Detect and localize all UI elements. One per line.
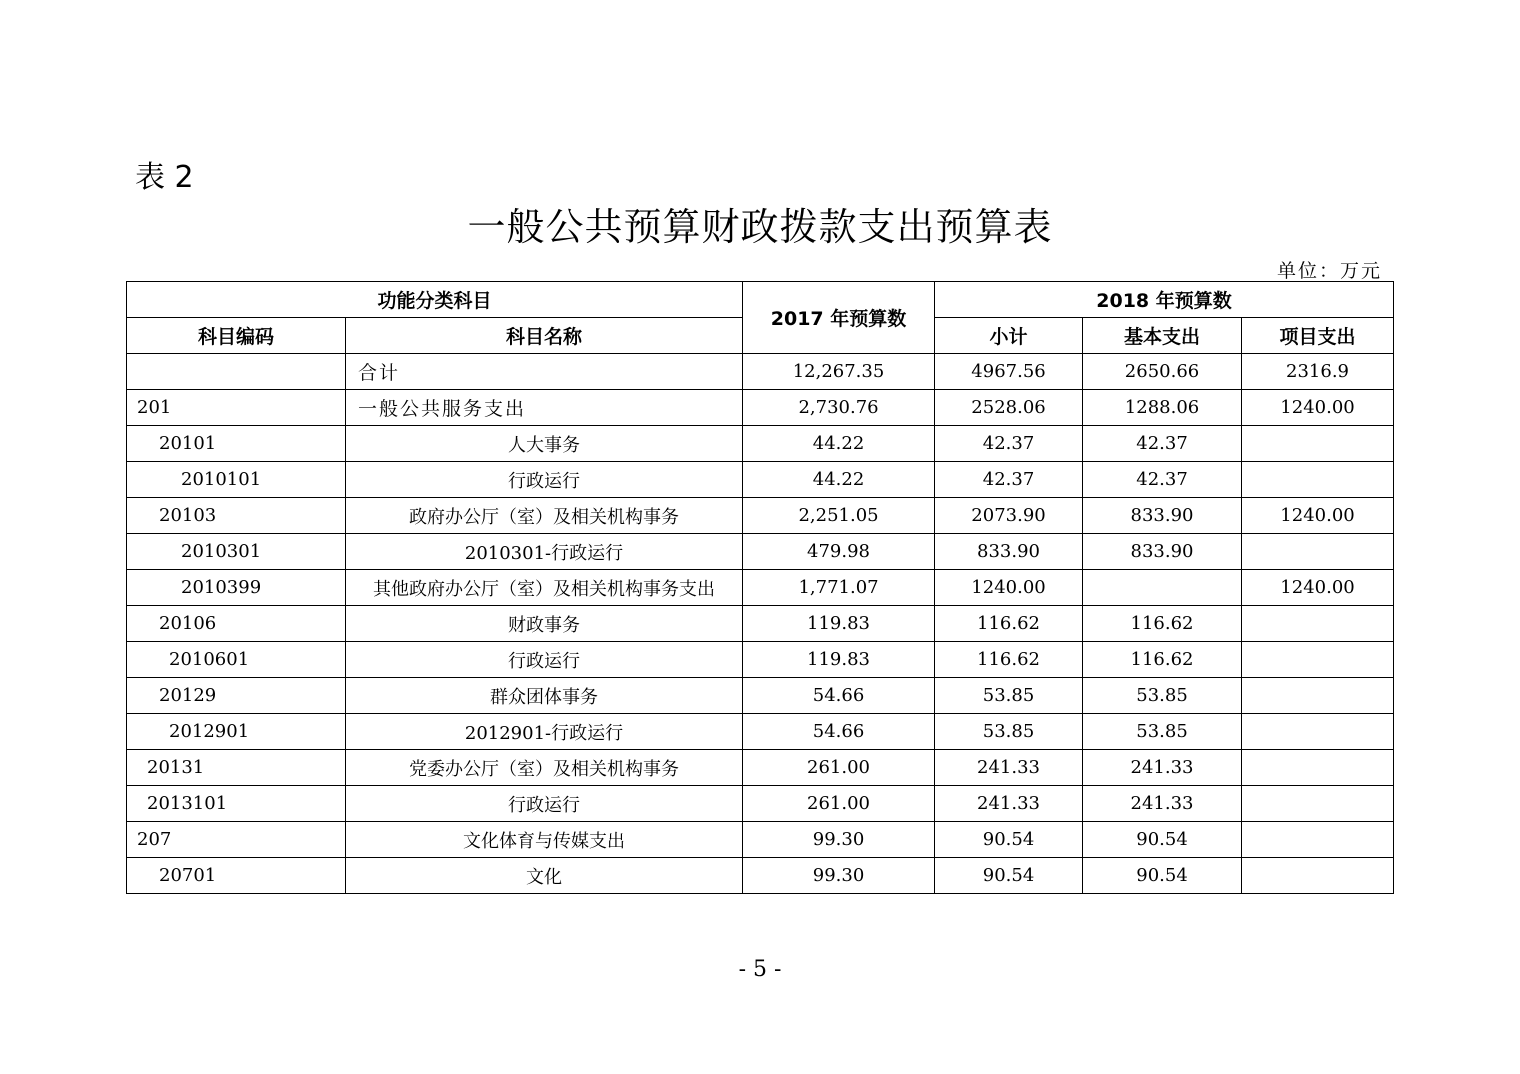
row-project: 2316.9	[1242, 354, 1394, 390]
row-code: 207	[127, 822, 346, 858]
row-budget-2017: 44.22	[743, 462, 935, 498]
row-project	[1242, 786, 1394, 822]
row-budget-2017: 261.00	[743, 750, 935, 786]
row-code: 201	[127, 390, 346, 426]
row-basic: 833.90	[1083, 534, 1242, 570]
row-code: 2012901	[127, 714, 346, 750]
row-subtotal: 2528.06	[935, 390, 1083, 426]
row-budget-2017: 99.30	[743, 858, 935, 894]
row-project: 1240.00	[1242, 498, 1394, 534]
table-row	[127, 354, 1394, 390]
row-subtotal: 116.62	[935, 642, 1083, 678]
row-name: 行政运行	[346, 642, 743, 678]
header-code: 科目编码	[127, 318, 346, 354]
row-name: 2010301-行政运行	[346, 534, 743, 570]
row-basic: 53.85	[1083, 678, 1242, 714]
row-basic: 241.33	[1083, 750, 1242, 786]
row-name: 合计	[346, 354, 743, 390]
row-code: 2010399	[127, 570, 346, 606]
header-subtotal: 小计	[935, 318, 1083, 354]
row-name: 政府办公厅（室）及相关机构事务	[346, 498, 743, 534]
row-code: 2010301	[127, 534, 346, 570]
row-code: 2010601	[127, 642, 346, 678]
header-budget-2018: 2018 年预算数	[935, 282, 1394, 318]
header-name: 科目名称	[346, 318, 743, 354]
row-budget-2017: 44.22	[743, 426, 935, 462]
row-subtotal: 42.37	[935, 426, 1083, 462]
row-subtotal: 53.85	[935, 714, 1083, 750]
row-project	[1242, 534, 1394, 570]
row-subtotal: 53.85	[935, 678, 1083, 714]
table-label: 表 2	[135, 160, 194, 195]
table-row	[127, 822, 1394, 858]
row-basic: 2650.66	[1083, 354, 1242, 390]
header-project: 项目支出	[1242, 318, 1394, 354]
row-name: 其他政府办公厅（室）及相关机构事务支出	[346, 570, 743, 606]
row-name: 行政运行	[346, 462, 743, 498]
row-basic	[1083, 570, 1242, 606]
row-budget-2017: 2,251.05	[743, 498, 935, 534]
row-project	[1242, 462, 1394, 498]
row-project	[1242, 714, 1394, 750]
row-basic: 53.85	[1083, 714, 1242, 750]
row-name: 文化	[346, 858, 743, 894]
header-functional-category: 功能分类科目	[127, 282, 743, 318]
row-code: 20701	[127, 858, 346, 894]
row-budget-2017: 1,771.07	[743, 570, 935, 606]
row-project: 1240.00	[1242, 570, 1394, 606]
row-budget-2017: 54.66	[743, 714, 935, 750]
row-project: 1240.00	[1242, 390, 1394, 426]
table-row	[127, 642, 1394, 678]
row-project	[1242, 750, 1394, 786]
row-budget-2017: 119.83	[743, 606, 935, 642]
row-project	[1242, 642, 1394, 678]
table-row	[127, 714, 1394, 750]
table-row	[127, 786, 1394, 822]
row-code: 20106	[127, 606, 346, 642]
row-basic: 42.37	[1083, 426, 1242, 462]
table-row	[127, 750, 1394, 786]
row-subtotal: 42.37	[935, 462, 1083, 498]
row-subtotal: 241.33	[935, 750, 1083, 786]
row-name: 行政运行	[346, 786, 743, 822]
row-code: 20101	[127, 426, 346, 462]
row-code: 2013101	[127, 786, 346, 822]
row-code: 20103	[127, 498, 346, 534]
row-code	[127, 354, 346, 390]
row-project	[1242, 426, 1394, 462]
row-name: 财政事务	[346, 606, 743, 642]
row-budget-2017: 119.83	[743, 642, 935, 678]
table-row	[127, 606, 1394, 642]
budget-table	[126, 281, 1394, 894]
table-row	[127, 498, 1394, 534]
header-basic: 基本支出	[1083, 318, 1242, 354]
row-basic: 1288.06	[1083, 390, 1242, 426]
row-name: 党委办公厅（室）及相关机构事务	[346, 750, 743, 786]
table-row	[127, 534, 1394, 570]
row-code: 20131	[127, 750, 346, 786]
row-subtotal: 116.62	[935, 606, 1083, 642]
row-subtotal: 90.54	[935, 822, 1083, 858]
row-name: 2012901-行政运行	[346, 714, 743, 750]
row-subtotal: 241.33	[935, 786, 1083, 822]
unit-label: 单位：万元	[1276, 260, 1382, 282]
row-subtotal: 2073.90	[935, 498, 1083, 534]
row-project	[1242, 606, 1394, 642]
row-basic: 42.37	[1083, 462, 1242, 498]
header-row-1	[127, 282, 1394, 318]
row-basic: 90.54	[1083, 822, 1242, 858]
row-name: 人大事务	[346, 426, 743, 462]
row-project	[1242, 858, 1394, 894]
page-title: 一般公共预算财政拨款支出预算表	[467, 205, 1053, 249]
row-budget-2017: 2,730.76	[743, 390, 935, 426]
page-number: - 5 -	[738, 957, 782, 982]
row-basic: 241.33	[1083, 786, 1242, 822]
row-name: 群众团体事务	[346, 678, 743, 714]
row-basic: 833.90	[1083, 498, 1242, 534]
row-subtotal: 4967.56	[935, 354, 1083, 390]
table-row	[127, 678, 1394, 714]
row-budget-2017: 12,267.35	[743, 354, 935, 390]
row-subtotal: 90.54	[935, 858, 1083, 894]
table-row	[127, 426, 1394, 462]
row-subtotal: 1240.00	[935, 570, 1083, 606]
row-budget-2017: 479.98	[743, 534, 935, 570]
row-name: 一般公共服务支出	[346, 390, 743, 426]
row-budget-2017: 261.00	[743, 786, 935, 822]
row-basic: 90.54	[1083, 858, 1242, 894]
row-project	[1242, 678, 1394, 714]
table-row	[127, 462, 1394, 498]
header-budget-2017: 2017 年预算数	[743, 282, 935, 354]
row-name: 文化体育与传媒支出	[346, 822, 743, 858]
row-budget-2017: 54.66	[743, 678, 935, 714]
row-basic: 116.62	[1083, 606, 1242, 642]
row-code: 20129	[127, 678, 346, 714]
row-budget-2017: 99.30	[743, 822, 935, 858]
table-row	[127, 858, 1394, 894]
row-basic: 116.62	[1083, 642, 1242, 678]
table-row	[127, 570, 1394, 606]
row-project	[1242, 822, 1394, 858]
table-row	[127, 390, 1394, 426]
row-subtotal: 833.90	[935, 534, 1083, 570]
row-code: 2010101	[127, 462, 346, 498]
